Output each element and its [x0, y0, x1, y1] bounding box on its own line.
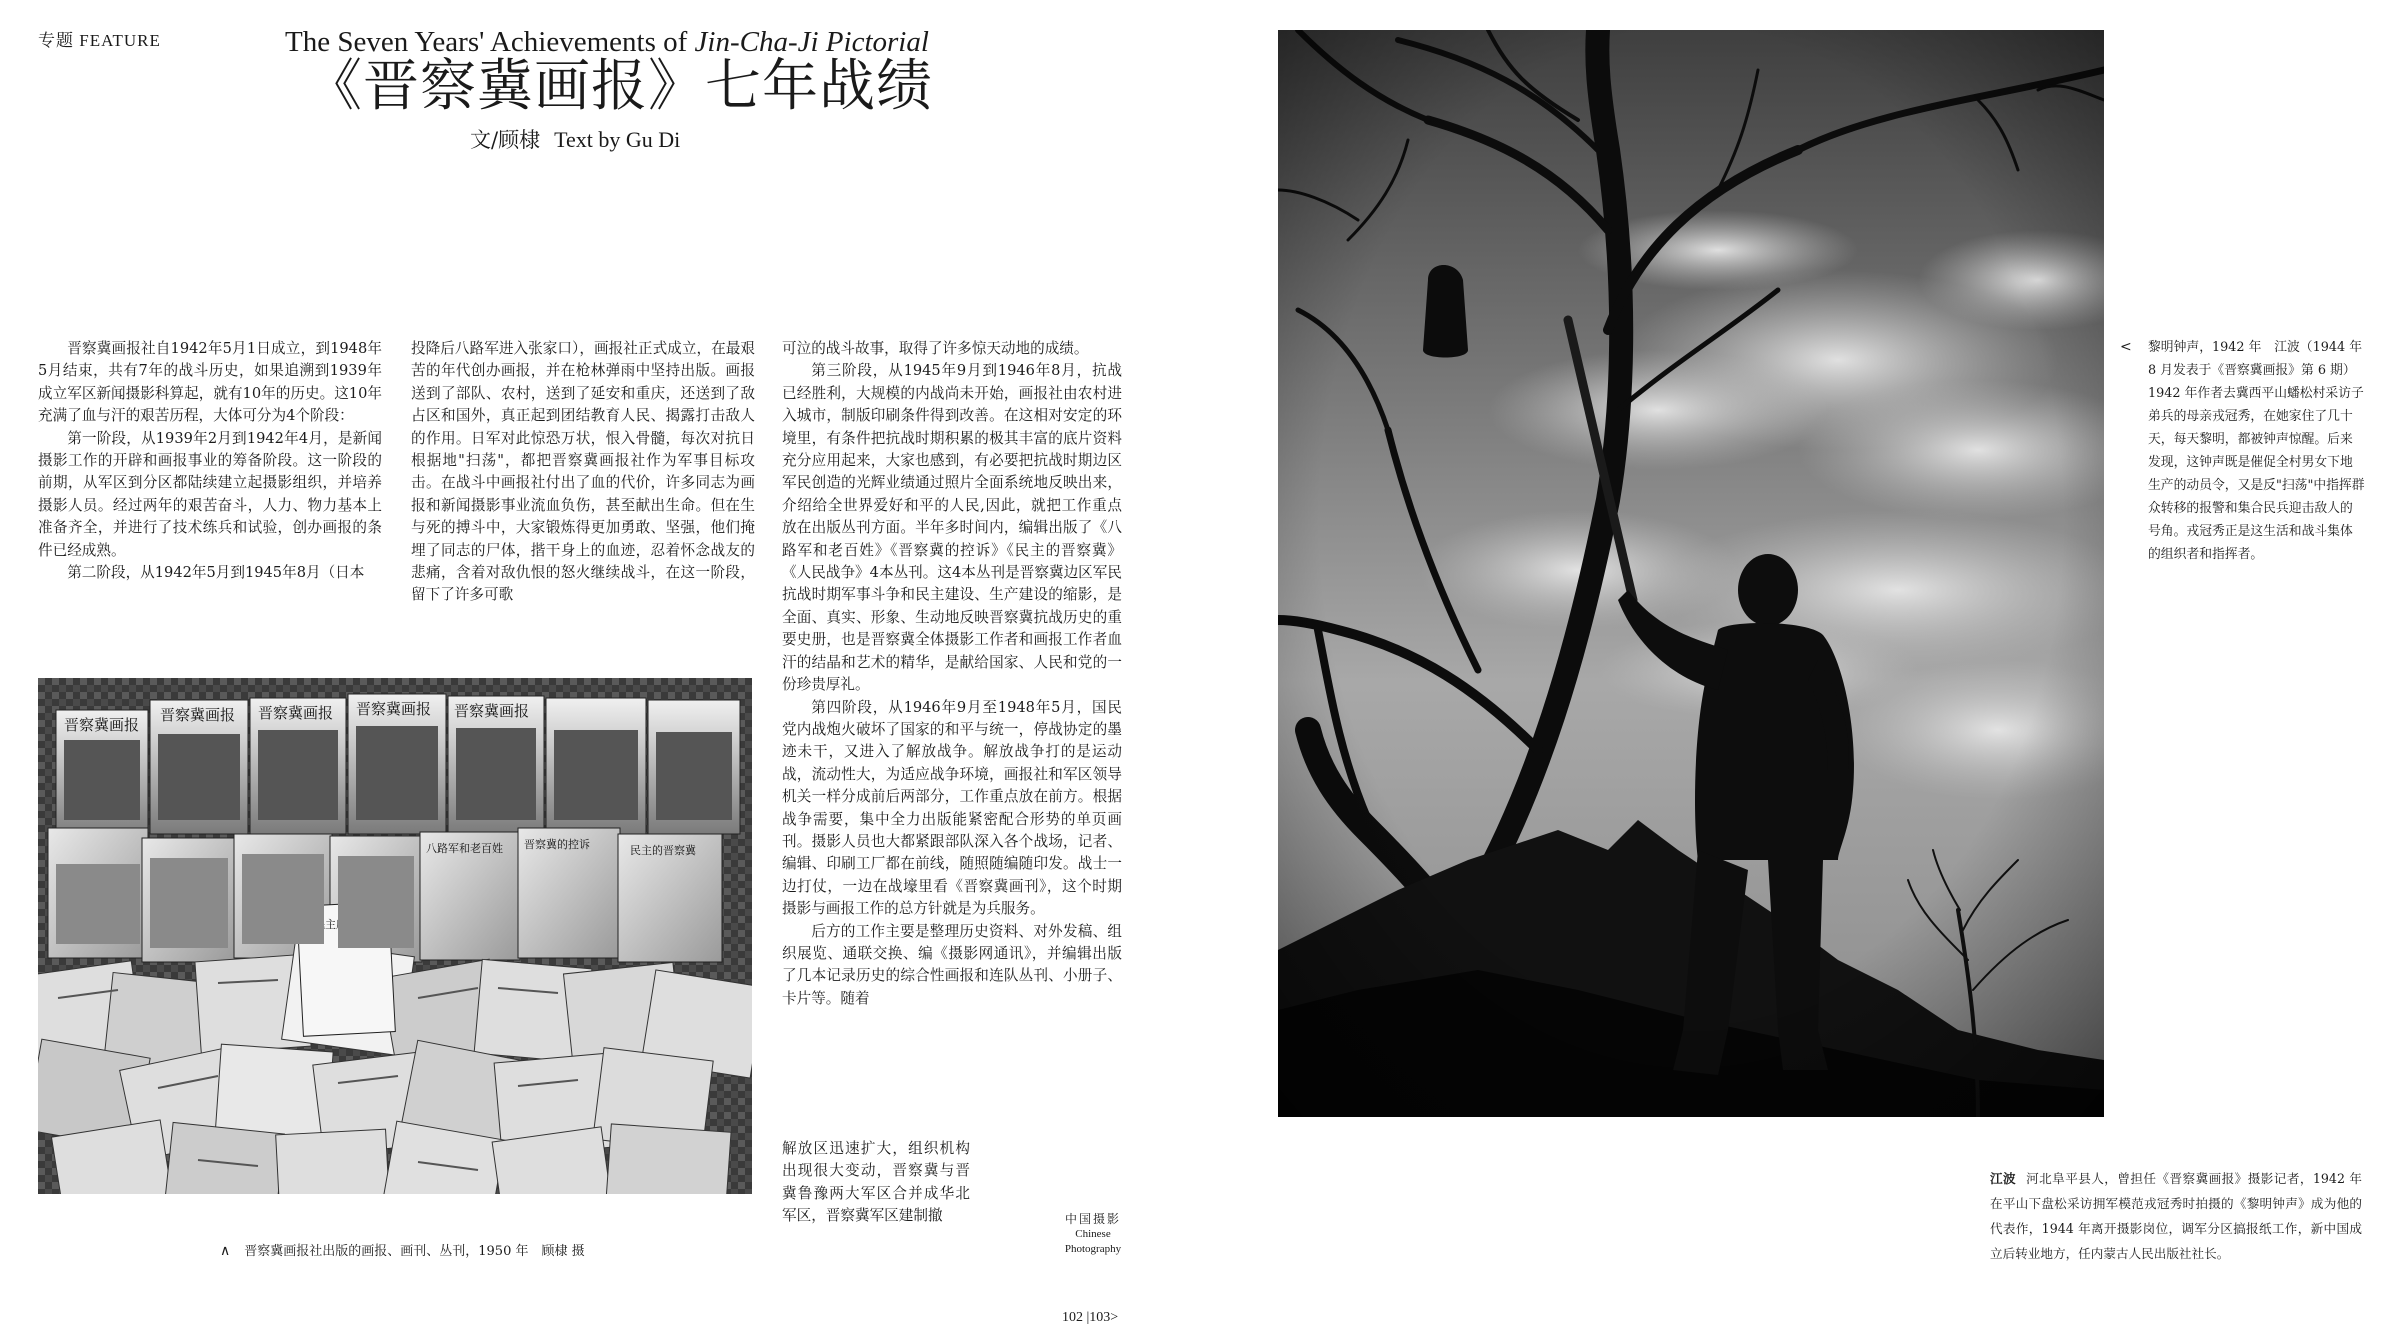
cover-title: 民主的晋察冀 [630, 844, 696, 857]
cover-title: 晋察冀画报 [356, 700, 432, 718]
magazines-photo-svg [38, 678, 752, 1194]
paragraph: 解放区迅速扩大，组织机构出现很大变动，晋察冀与晋冀鲁豫两大军区合并成华北军区，晋察冀军区建制撤 [782, 1140, 970, 1225]
paragraph: 第三阶段，从1945年9月到1946年8月，抗战已经胜利，大规模的内战尚未开始，画报社由农村进入城市，制版印刷条件得到改善。在这相对安定的环境里，有条件把抗战时期积累的极其丰富的底片资料充分应用起来，大家也感到，有必要把抗战时期边区军民创造的光辉业绩通过照片全面系统地反映出来，介绍给全世界爱好和平的人民,因此，就把工作重点放在出版丛刊方面。半年多时间内，编辑出版了《八路军和老百姓》《晋察冀的控诉》《民主的晋察冀》《人民战争》4本丛刊。这4本丛刊是晋察冀边区军民抗战时期军事斗争和民主建设、生产建设的缩影，是全面、真实、形象、生动地反映晋察冀抗战历史的重要史册，也是晋察冀全体摄影工作者和画报工作者血汗的结晶和艺术的精华，是献给国家、人民和党的一份珍贵厚礼。 [782, 362, 1122, 694]
caret-up-icon: ∧ [220, 1243, 231, 1259]
article-column-1 [38, 338, 382, 584]
article-column-3-bottom [782, 1138, 970, 1228]
page-numbers: 102 |103> [1062, 1310, 1119, 1325]
paragraph: 第二阶段，从1942年5月到1945年8月（日本 [67, 564, 365, 582]
caption-title: 黎明钟声，1942 年 江波（1944 年 8 月发表于《晋察冀画报》第 6 期） [2148, 340, 2363, 378]
caption-body: 1942 年作者去冀西平山蟠松村采访子弟兵的母亲戎冠秀，在她家住了几十天，每天黎明，都被钟声惊醒。后来发现，这钟声既是催促全村男女下地生产的动员令，又是反"扫荡"中指挥群众转移的报警和集合民兵迎击敌人的号角。戎冠秀正是这生活和战斗集体的组织者和指挥者。 [2148, 386, 2365, 562]
bio-text: 河北阜平县人，曾担任《晋察冀画报》摄影记者，1942 年在平山下盘松采访拥军模范戎冠秀时拍摄的《黎明钟声》成为他的代表作，1944 年离开摄影岗位，调军分区搞报纸工作，新中国成立后转业地方，任内蒙古人民出版社社长。 [1990, 1171, 2362, 1261]
article-column-2 [411, 338, 755, 607]
magazines-photo-caption: ∧ 晋察冀画报社出版的画报、画刊、丛刊，1950 年 顾棣 摄 [220, 1243, 585, 1259]
cover-title: 晋察冀画报 [64, 716, 140, 734]
magazine-logo: 中国摄影 Chinese Photography [1064, 1212, 1122, 1255]
paragraph: 可泣的战斗故事，取得了许多惊天动地的成绩。 [782, 340, 1089, 357]
caret-left-icon: < [2120, 339, 2132, 355]
dawn-bell-photo-caption [2120, 336, 2365, 566]
paragraph: 后方的工作主要是整理历史资料、对外发稿、组织展览、通联交换、编《摄影网通讯》，并编辑出版了几本记录历史的综合性画报和连队丛刊、小册子、卡片等。随着 [782, 922, 1122, 1007]
paragraph: 晋察冀画报社自1942年5月1日成立，到1948年5月结束，共有7年的战斗历史，如果追溯到1939年成立军区新闻摄影科算起，就有10年的历史。这10年充满了血与汗的艰苦历程，大体可分为4个阶段： [38, 340, 382, 425]
section-tag: 专题 FEATURE [38, 31, 161, 50]
magazines-photo [38, 678, 752, 1194]
photographer-name: 江波 [1990, 1171, 2017, 1186]
title-english: The Seven Years' Achievements of Jin-Cha-Ji Pictorial [285, 26, 929, 58]
paragraph: 第四阶段，从1946年9月至1948年5月，国民党内战炮火破坏了国家的和平与统一，停战协定的墨迹未干，又进入了解放战争。解放战争打的是运动战，流动性大，为适应战争环境，画报社和军区领导机关一样分成前后两部分，工作重点放在前方。根据战争需要，集中全力出版能紧密配合形势的单页画刊。摄影人员也大都紧跟部队深入各个战场，记者、编辑、印刷工厂都在前线，随照随编随印发。战士一边打仗，一边在战壕里看《晋察冀画刊》，这个时期摄影与画报工作的总方针就是为兵服务。 [782, 698, 1122, 918]
cover-title: 八路军和老百姓 [426, 842, 503, 855]
cover-title: 晋察冀画报 [258, 704, 334, 722]
paragraph: 投降后八路军进入张家口），画报社正式成立，在最艰苦的年代创办画报，并在枪林弹雨中坚持出版。画报送到了部队、农村，送到了延安和重庆，还送到了敌占区和国外，真正起到团结教育人民、揭露打击敌人的作用。日军对此惊恐万状，恨入骨髓，每次对抗日根据地"扫荡"，都把晋察冀画报社作为军事目标攻击。在战斗中画报社付出了血的代价，许多同志为画报和新闻摄影事业流血负伤，甚至献出生命。但在生与死的搏斗中，大家锻炼得更加勇敢、坚强，他们掩埋了同志的尸体，揩干身上的血迹，忍着怀念战友的悲痛，含着对敌仇恨的怒火继续战斗，在这一阶段，留下了许多可歌 [411, 340, 755, 604]
byline: 文/顾棣 Text by Gu Di [470, 127, 681, 152]
dawn-bell-photo-svg [1278, 30, 2104, 1117]
title-chinese: 《晋察冀画报》七年战绩 [306, 54, 933, 119]
cover-title: 晋察冀的控诉 [524, 838, 590, 851]
paragraph: 第一阶段，从1939年2月到1942年4月，是新闻摄影工作的开辟和画报事业的筹备阶段。这一阶段的前期，从军区到分区都陆续建立起摄影组织，并培养摄影人员。经过两年的艰苦奋斗，人力、物力基本上准备齐全，并进行了技术练兵和试验，创办画报的条件已经成熟。 [38, 429, 382, 559]
photographer-bio [1990, 1166, 2362, 1266]
article-column-3 [782, 338, 1122, 1010]
cover-title: 晋察冀画报 [160, 706, 236, 724]
cover-title: 晋察冀画报 [454, 702, 530, 720]
dawn-bell-photo [1278, 30, 2104, 1117]
